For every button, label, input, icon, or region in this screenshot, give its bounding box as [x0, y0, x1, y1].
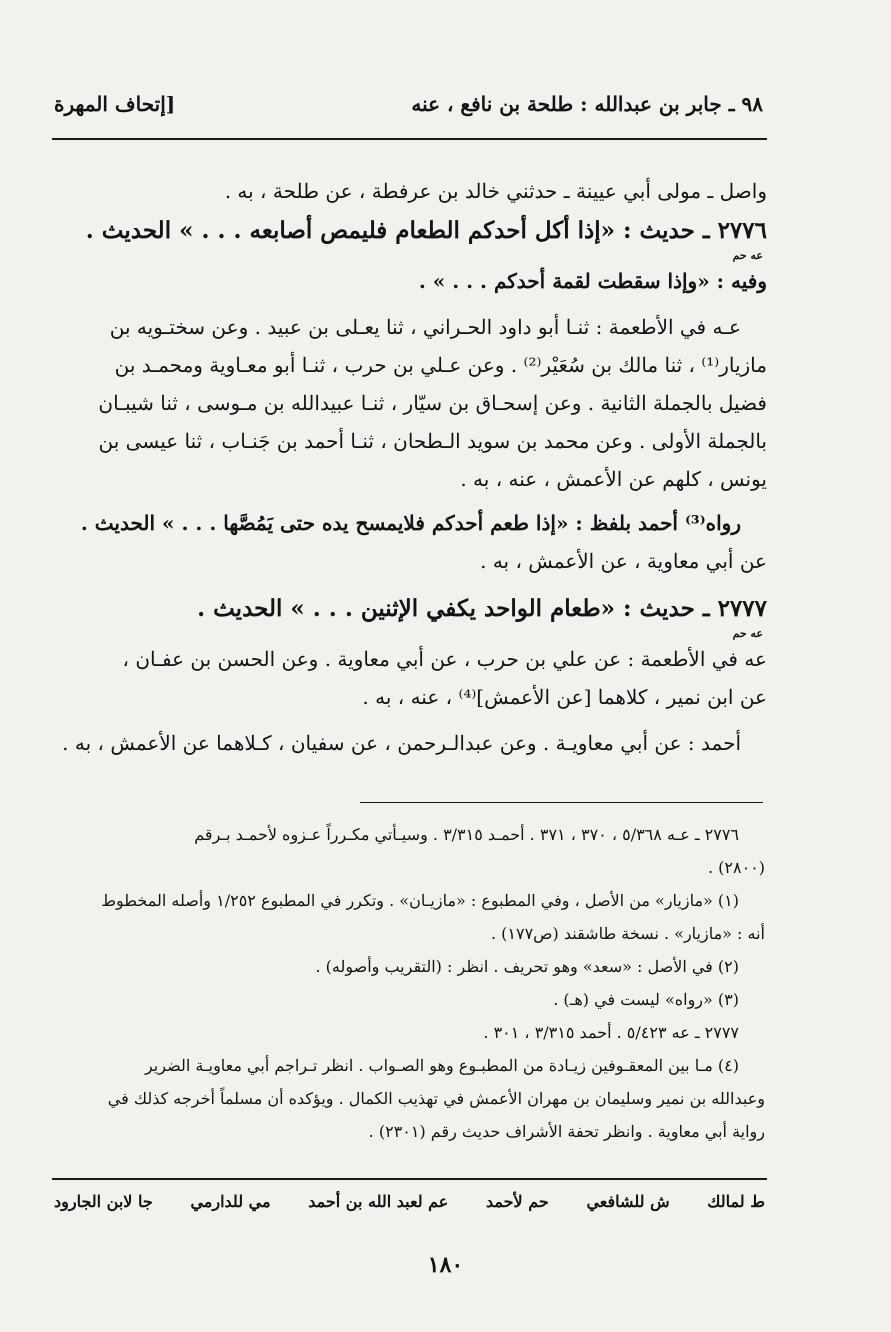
- footnote-line: ٢٧٧٦ ـ عـه ٥/٣٦٨ ، ٣٧٠ ، ٣٧١ . أحمـد ٣/٣١٥ . وسيـأتي مكـرراً عـزوه لأحمـد بـرقم: [194, 825, 739, 844]
- legend-item: جا لابن الجارود: [54, 1192, 153, 1211]
- source-sigla: عه حم: [732, 249, 763, 262]
- legend-rule: [52, 1178, 767, 1180]
- footnotes: [56, 818, 765, 1148]
- text-line: واصل ـ مولى أبي عيينة ـ حدثني خالد بن عرفطة ، عن طلحة ، به .: [224, 179, 767, 203]
- footnote-line: (٢) في الأصل : «سعد» وهو تحريف . انظر : (التقريب وأصوله) .: [315, 957, 739, 976]
- legend-item: مي للدارمي: [190, 1192, 271, 1211]
- text-line: مازيار⁽¹⁾ ، ثنا مالك بن سُعَيْر⁽²⁾ . وعن عـلي بن حرب ، ثنـا أبو معـاوية ومحمـد بن: [114, 353, 767, 377]
- text-line: عـه في الأطعمة : ثنـا أبو داود الحـراني ، ثنا يعـلى بن عبيد . وعن سختـويه بن: [109, 315, 741, 339]
- hadith-2776-heading: ٢٧٧٦ ـ حديث : «إذا أكل أحدكم الطعام فليمص أصابعه . . . » الحديث .: [85, 217, 767, 244]
- footnote-line: (٣) «رواه» ليست في (هـ) .: [553, 990, 739, 1009]
- source-sigla: عه حم: [732, 627, 763, 640]
- hadith-2777-heading: ٢٧٧٧ ـ حديث : «طعام الواحد يكفي الإثنين . . . » الحديث .: [197, 595, 767, 622]
- text-line: بالجملة الأولى . وعن محمد بن سويد الـطحان ، ثنـا أحمد بن جَنـاب ، ثنا عيسى بن: [98, 429, 767, 453]
- footnote-line: (١) «مازيار» من الأصل ، وفي المطبوع : «مازيـان» . وتكرر في المطبوع ١/٢٥٢ وأصله المخطوط: [101, 891, 739, 910]
- text-line: عن ابن نمير ، كلاهما [عن الأعمش]⁽⁴⁾ ، عنه ، به .: [362, 685, 767, 709]
- sigla-legend: [54, 1192, 765, 1211]
- legend-item: عم لعبد الله بن أحمد: [308, 1192, 449, 1211]
- text-line: عن أبي معاوية ، عن الأعمش ، به .: [480, 549, 767, 573]
- text-line: رواه⁽³⁾ أحمد بلفظ : «إذا طعم أحدكم فلايمسح يده حتى يَمُصَّها . . . » الحديث .: [80, 511, 741, 535]
- legend-item: ش للشافعي: [586, 1192, 670, 1211]
- text-line: يونس ، كلهم عن الأعمش ، عنه ، به .: [460, 467, 767, 491]
- main-text: [58, 172, 767, 762]
- footnote-line: رواية أبي معاوية . وانظر تحفة الأشراف حديث رقم (٢٣٠١) .: [368, 1122, 765, 1141]
- legend-item: حم لأحمد: [486, 1192, 549, 1211]
- book-title: [إتحاف المهرة: [54, 92, 176, 116]
- footnote-line: (٢٨٠٠) .: [707, 858, 765, 877]
- chapter-title: ٩٨ ـ جابر بن عبدالله : طلحة بن نافع ، عنه: [411, 92, 763, 116]
- text-line: عه في الأطعمة : عن علي بن حرب ، عن أبي معاوية . وعن الحسن بن عفـان ،: [122, 647, 767, 671]
- running-header: [54, 92, 763, 116]
- text-line: وفيه : «وإذا سقطت لقمة أحدكم . . . » .: [418, 269, 767, 293]
- footnote-line: ٢٧٧٧ ـ عه ٥/٤٢٣ . أحمد ٣/٣١٥ ، ٣٠١ .: [483, 1023, 739, 1042]
- footnote-line: وعبدالله بن نمير وسليمان بن مهران الأعمش في تهذيب الكمال . ويؤكده أن مسلماً أخرجه كذلك في: [107, 1089, 765, 1108]
- text-line: فضيل بالجملة الثانية . وعن إسحـاق بن سيّار ، ثنـا عبيدالله بن مـوسى ، ثنا شيبـان: [98, 391, 767, 415]
- text-line: أحمد : عن أبي معاويـة . وعن عبدالـرحمن ، عن سفيان ، كـلاهما عن الأعمش ، به .: [62, 731, 741, 755]
- header-rule: [52, 138, 767, 140]
- legend-item: ط لمالك: [707, 1192, 765, 1211]
- footnote-line: أنه : «مازيار» . نسخة طاشقند (ص١٧٧) .: [490, 924, 765, 943]
- footnote-line: (٤) مـا بين المعقـوفين زيـادة من المطبـوع وهو الصـواب . انظر تـراجم أبي معاويـة الضرير: [144, 1056, 739, 1075]
- footnote-separator: [360, 802, 763, 803]
- page-number: ١٨٠: [427, 1252, 464, 1278]
